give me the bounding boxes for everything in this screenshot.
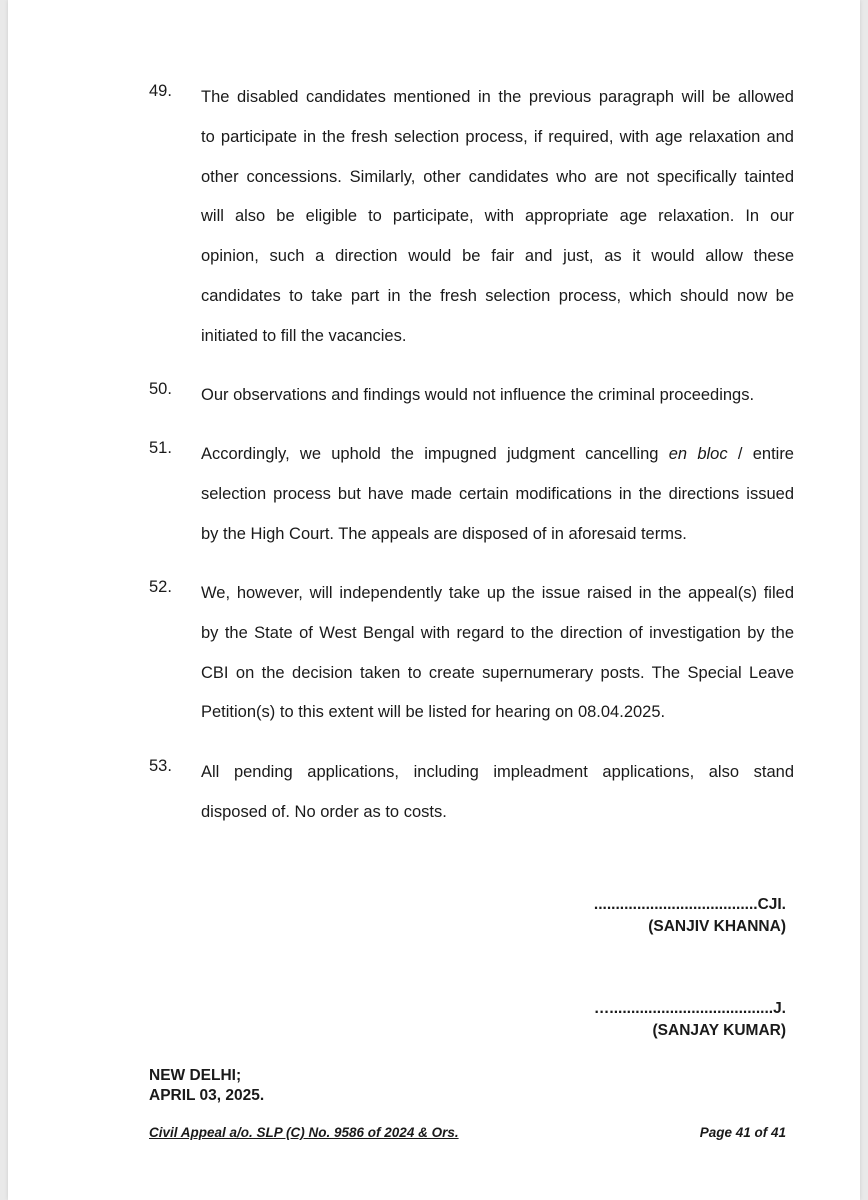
paragraph-line [201, 435, 794, 475]
paragraph-number: 52. [149, 578, 172, 596]
signature-block-j [594, 998, 786, 1042]
paragraph-line: selection process but have made certain modifications in the directions issued [201, 484, 794, 503]
paragraph-text [201, 574, 794, 733]
paragraph-text [201, 435, 794, 554]
line-text: Accordingly, we uphold the impugned judgment cancelling [201, 445, 659, 463]
paragraph-line: by the High Court. The appeals are disposed of in aforesaid terms. [201, 524, 687, 543]
paragraph-line: Petition(s) to this extent will be listed for hearing on 08.04.2025. [201, 703, 666, 722]
paragraph-line: The disabled candidates mentioned in the previous paragraph will be allowed [201, 88, 794, 106]
paragraph-text [201, 753, 794, 833]
paragraph-line: by the State of West Bengal with regard to the direction of investigation by the [201, 623, 794, 642]
paragraph-line: Our observations and findings would not influence the criminal proceedings. [201, 386, 755, 404]
signature-block-cji [594, 894, 786, 938]
italic-term: en bloc [668, 445, 728, 463]
date: APRIL 03, 2025. [149, 1087, 265, 1104]
paragraph-number: 51. [149, 439, 172, 457]
paragraph-line: to participate in the fresh selection process, if required, with age relaxation and [201, 127, 794, 146]
paragraph-line: CBI on the decision taken to create supernumerary posts. The Special Leave [201, 663, 794, 682]
paragraph-text [201, 78, 794, 357]
paragraph-line: All pending applications, including impleadment applications, also stand [201, 763, 794, 781]
footer-page-number: Page 41 of 41 [699, 1125, 786, 1140]
paragraph-text [201, 376, 794, 416]
signatory-name: (SANJAY KUMAR) [652, 1022, 786, 1039]
paragraph-line: opinion, such a direction would be fair and just, as it would allow these [201, 247, 794, 266]
paragraph-line: initiated to fill the vacancies. [201, 326, 407, 345]
paragraph-line: will also be eligible to participate, with appropriate age relaxation. In our [201, 207, 794, 226]
document-page [8, 0, 860, 1200]
signature-line: …......................................J. [593, 1000, 786, 1017]
line-text: / entire [737, 445, 794, 463]
paragraph-number: 53. [149, 757, 172, 775]
paragraph-line: other concessions. Similarly, other candidates who are not specifically tainted [201, 167, 794, 186]
paragraph-number: 49. [149, 82, 172, 100]
paragraph-line: We, however, will independently take up the issue raised in the appeal(s) filed [201, 584, 794, 602]
place-date-block [149, 1066, 264, 1106]
paragraph-number: 50. [149, 380, 172, 398]
signatory-name: (SANJIV KHANNA) [648, 918, 786, 935]
place: NEW DELHI; [149, 1067, 242, 1084]
signature-line: ......................................CJI. [593, 896, 786, 913]
paragraph-line: disposed of. No order as to costs. [201, 802, 447, 821]
footer-case-reference: Civil Appeal a/o. SLP (C) No. 9586 of 2024 & Ors. [149, 1125, 459, 1140]
paragraph-line: candidates to take part in the fresh selection process, which should now be [201, 286, 794, 305]
